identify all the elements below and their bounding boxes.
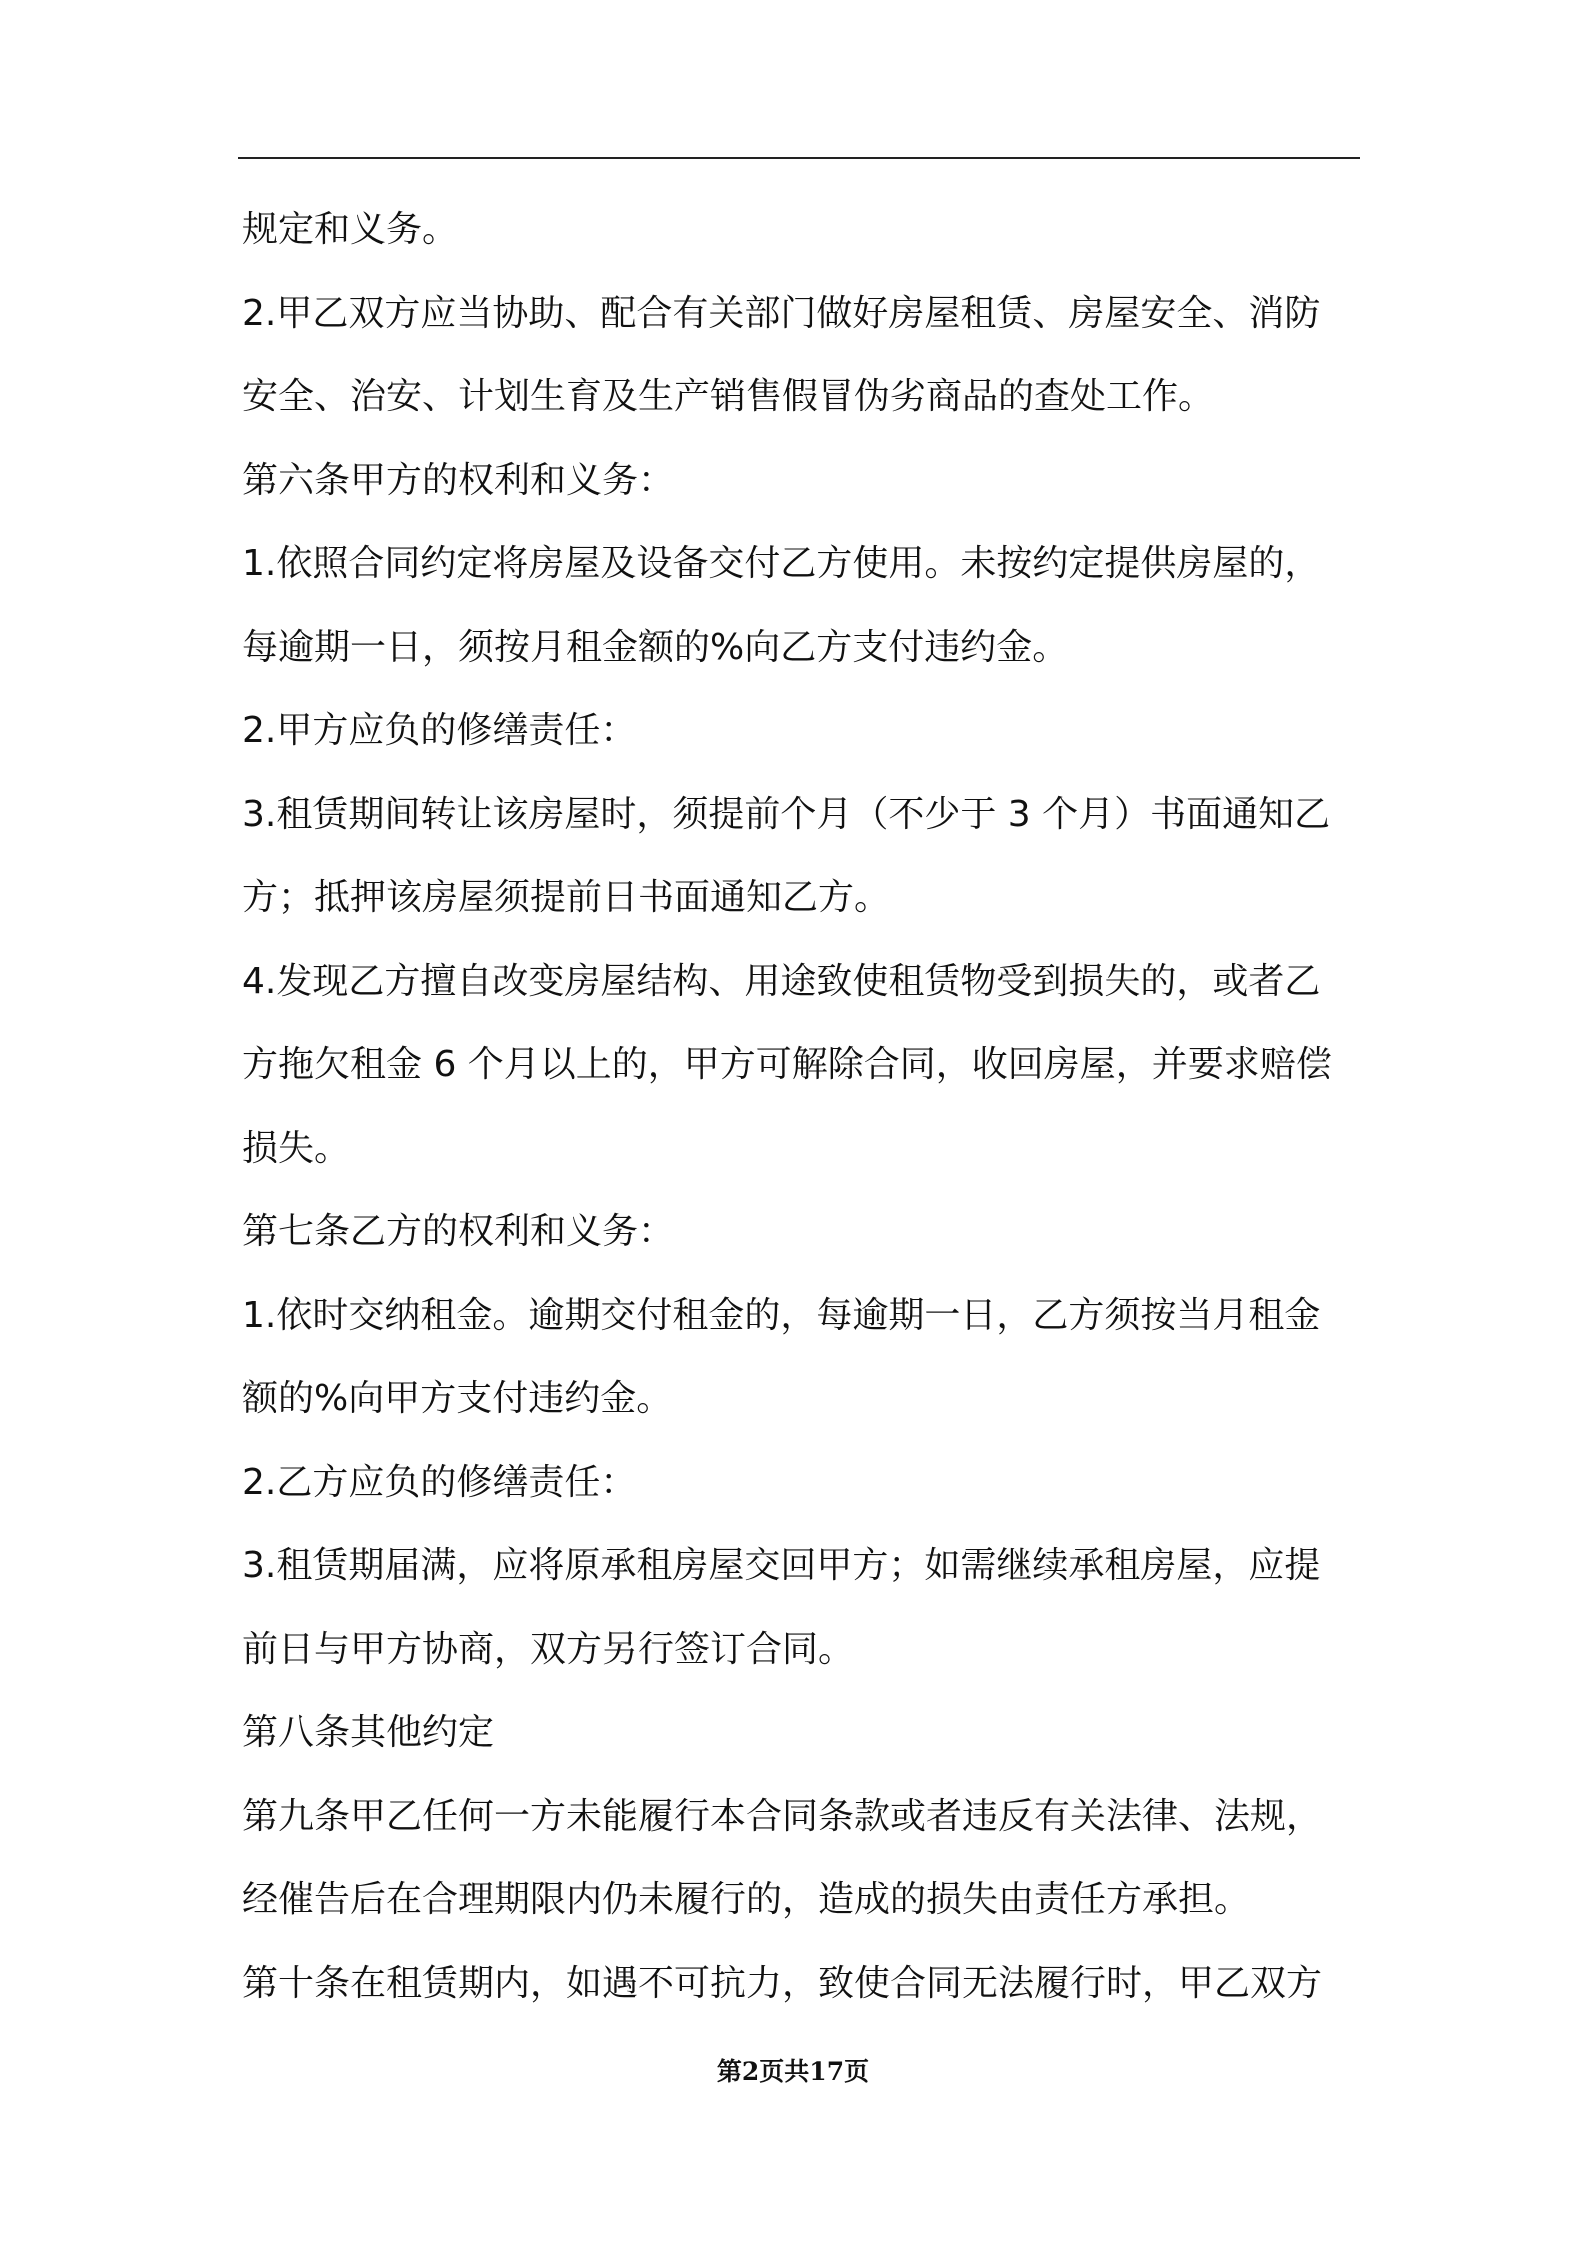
text-line: 经催告后在合理期限内仍未履行的，造成的损失由责任方承担。 <box>242 1879 1251 1920</box>
text-line: 3.租赁期间转让该房屋时，须提前个月（不少于 3 个月）书面通知乙 <box>242 793 1331 835</box>
section-heading: 第七条乙方的权利和义务： <box>242 1211 675 1252</box>
document-body <box>242 198 1360 2035</box>
text-line: 1.依时交纳租金。逾期交付租金的，每逾期一日，乙方须按当月租金 <box>242 1294 1321 1336</box>
text-line: 每逾期一日，须按月租金额的%向乙方支付违约金。 <box>242 626 1069 668</box>
text-line: 额的%向甲方支付违约金。 <box>242 1378 673 1419</box>
text-line: 规定和义务。 <box>242 209 459 250</box>
section-heading: 第八条其他约定 <box>242 1712 495 1753</box>
text-line: 安全、治安、计划生育及生产销售假冒伪劣商品的查处工作。 <box>242 376 1215 417</box>
header-rule <box>238 157 1360 159</box>
text-line: 2.甲方应负的修缮责任： <box>242 710 637 751</box>
text-line: 2.乙方应负的修缮责任： <box>242 1461 637 1503</box>
text-line: 方拖欠租金 6 个月以上的，甲方可解除合同，收回房屋，并要求赔偿 <box>242 1044 1332 1085</box>
text-line: 方；抵押该房屋须提前日书面通知乙方。 <box>242 877 891 918</box>
text-line: 1.依照合同约定将房屋及设备交付乙方使用。未按约定提供房屋的， <box>242 543 1321 584</box>
text-line: 3.租赁期届满，应将原承租房屋交回甲方；如需继续承租房屋，应提 <box>242 1545 1321 1586</box>
text-line: 第十条在租赁期内，如遇不可抗力，致使合同无法履行时，甲乙双方 <box>242 1962 1323 2004</box>
text-line: 损失。 <box>242 1127 351 1169</box>
text-line: 4.发现乙方擅自改变房屋结构、用途致使租赁物受到损失的，或者乙 <box>242 960 1321 1002</box>
text-line: 第九条甲乙任何一方未能履行本合同条款或者违反有关法律、法规， <box>242 1795 1323 1837</box>
section-heading: 第六条甲方的权利和义务： <box>242 459 675 501</box>
text-line: 前日与甲方协商，双方另行签订合同。 <box>242 1628 855 1670</box>
text-line: 2.甲乙双方应当协助、配合有关部门做好房屋租赁、房屋安全、消防 <box>242 292 1321 334</box>
page-number: 第2页共17页 <box>716 2057 870 2086</box>
